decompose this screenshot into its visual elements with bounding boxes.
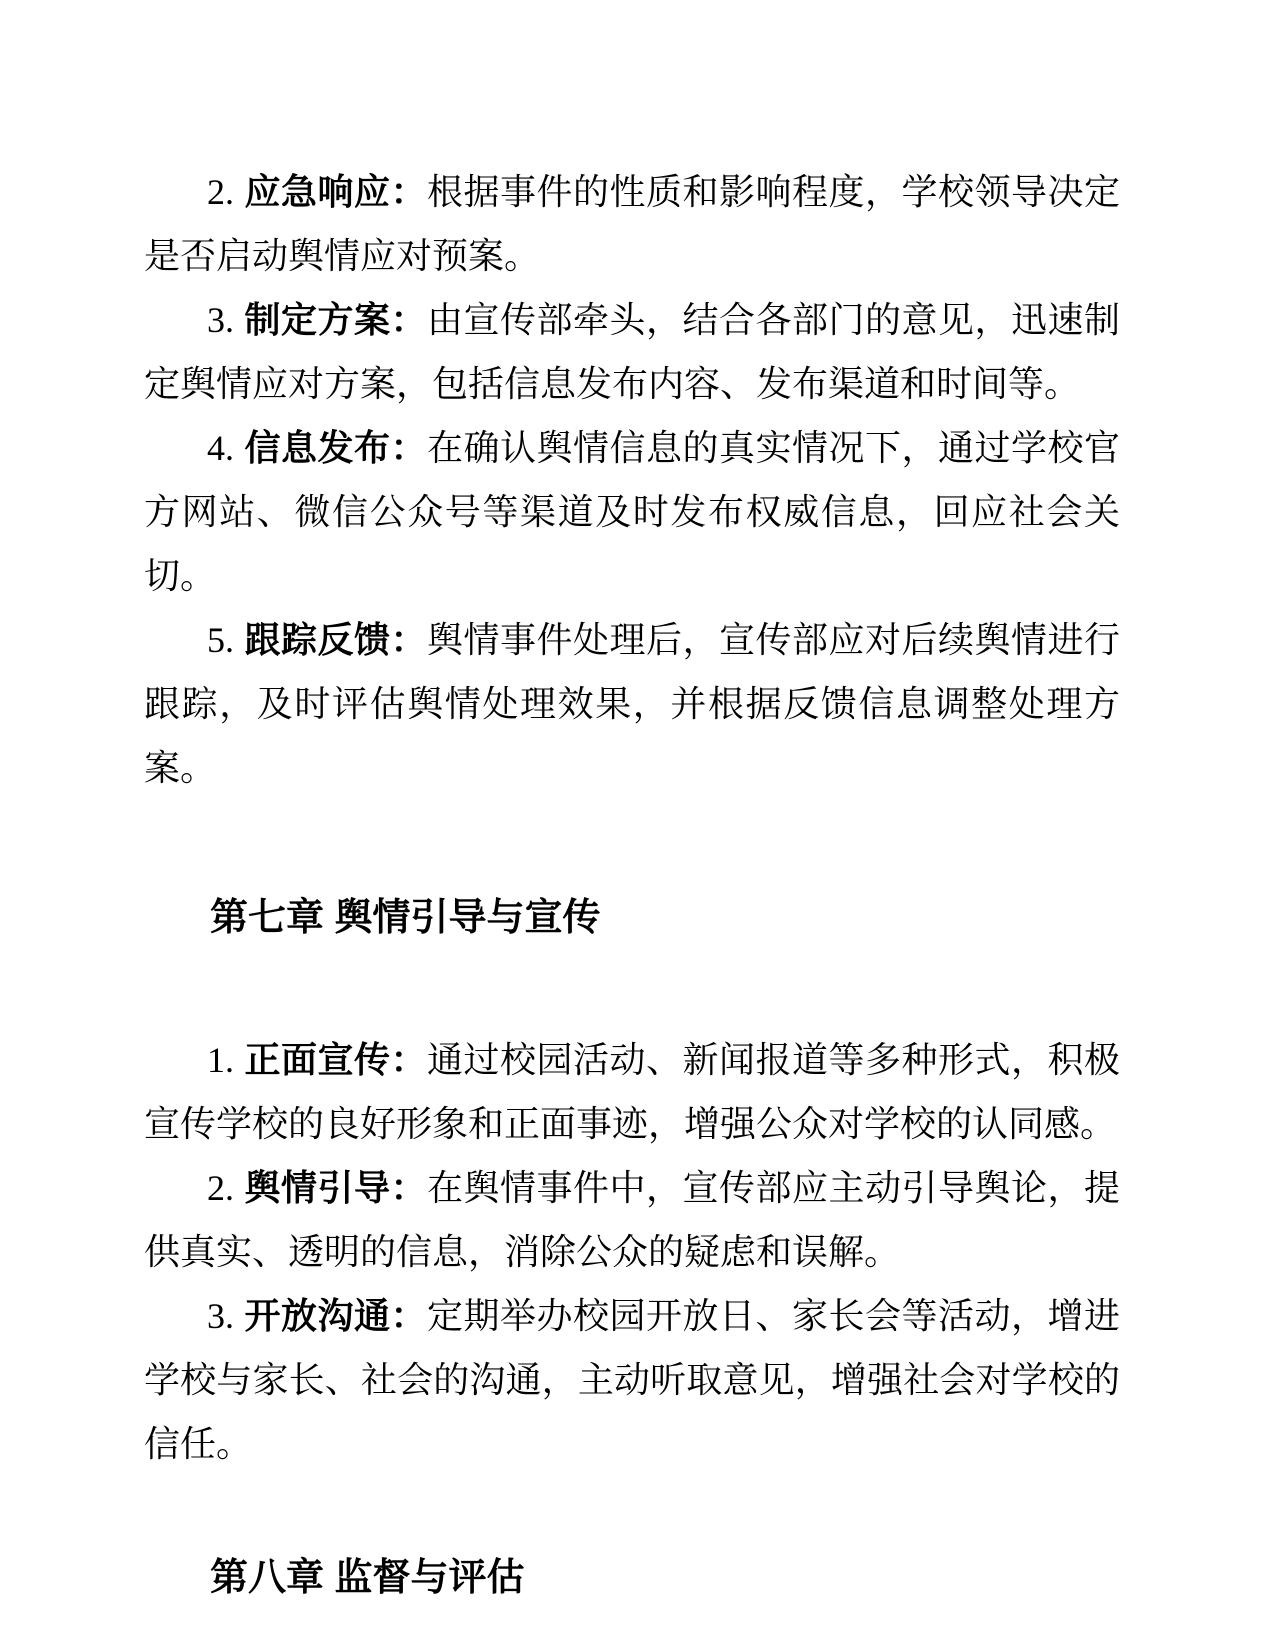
list-item-plan-making bbox=[144, 288, 1120, 416]
item-number: 1. bbox=[207, 1040, 234, 1080]
item-number: 4. bbox=[207, 428, 234, 468]
chapter-heading-8: 第八章 监督与评估 bbox=[210, 1557, 525, 1599]
list-item-information-release bbox=[144, 416, 1120, 608]
item-text: 通过校园活动、新闻报道等多种形式，积极宣传学校的良好形象和正面事迹，增强公众对学校的认同感。 bbox=[144, 1040, 1120, 1144]
item-text: 在舆情事件中，宣传部应主动引导舆论，提供真实、透明的信息，消除公众的疑虑和误解。 bbox=[144, 1168, 1120, 1272]
item-number: 5. bbox=[207, 620, 234, 660]
item-label: 正面宣传： bbox=[244, 1039, 427, 1080]
chapter-heading-7: 第七章 舆情引导与宣传 bbox=[210, 897, 601, 939]
item-text: 根据事件的性质和影响程度，学校领导决定是否启动舆情应对预案。 bbox=[144, 172, 1120, 276]
item-label: 舆情引导： bbox=[244, 1167, 427, 1208]
list-item-positive-publicity bbox=[144, 1028, 1120, 1156]
item-text: 定期举办校园开放日、家长会等活动，增进学校与家长、社会的沟通，主动听取意见，增强社会对学校的信任。 bbox=[144, 1296, 1120, 1464]
item-number: 3. bbox=[207, 1296, 234, 1336]
item-number: 2. bbox=[207, 1168, 234, 1208]
item-label: 信息发布： bbox=[244, 427, 427, 468]
item-number: 3. bbox=[207, 300, 234, 340]
item-text: 舆情事件处理后，宣传部应对后续舆情进行跟踪，及时评估舆情处理效果，并根据反馈信息调整处理方案。 bbox=[144, 620, 1120, 788]
list-item-opinion-guidance bbox=[144, 1156, 1120, 1284]
item-label: 跟踪反馈： bbox=[244, 619, 427, 660]
item-text: 在确认舆情信息的真实情况下，通过学校官方网站、微信公众号等渠道及时发布权威信息，回应社会关切。 bbox=[144, 428, 1120, 596]
item-label: 制定方案： bbox=[244, 299, 427, 340]
list-item-follow-up-feedback bbox=[144, 608, 1120, 800]
item-text: 由宣传部牵头，结合各部门的意见，迅速制定舆情应对方案，包括信息发布内容、发布渠道和时间等。 bbox=[144, 300, 1120, 404]
list-item-open-communication bbox=[144, 1284, 1120, 1476]
list-item-emergency-response bbox=[144, 160, 1120, 288]
item-label: 应急响应： bbox=[244, 171, 427, 212]
item-number: 2. bbox=[207, 172, 234, 212]
item-label: 开放沟通： bbox=[244, 1295, 427, 1336]
